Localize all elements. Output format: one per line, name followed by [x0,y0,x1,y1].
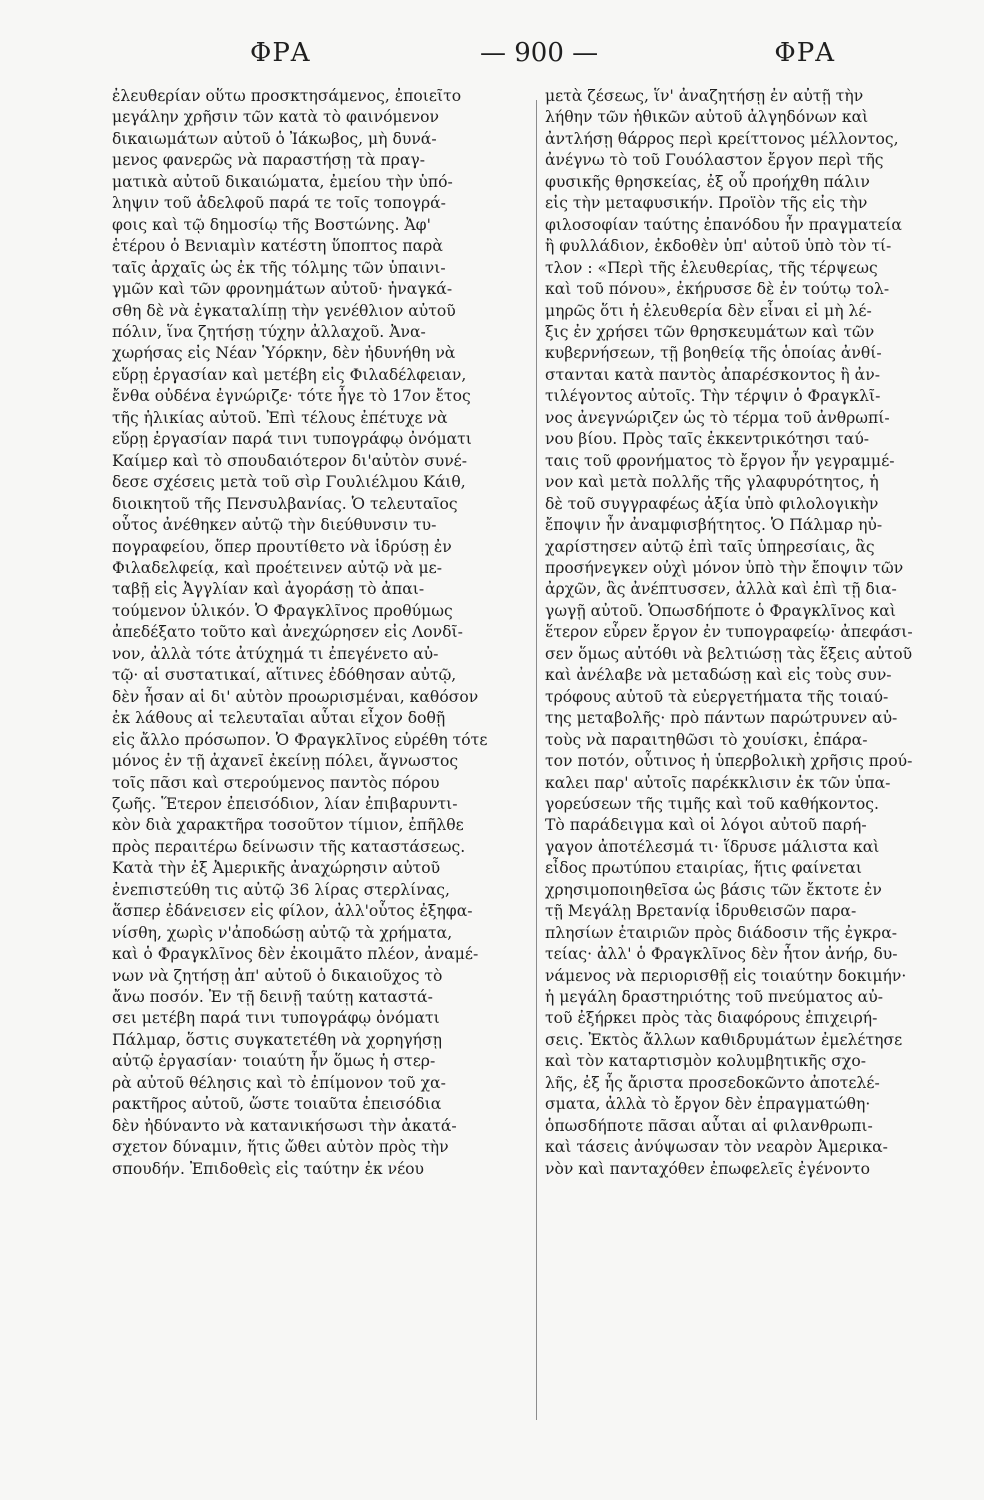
text-line: γαγον ἀποτέλεσμά τι· ἵδρυσε μάλιστα καὶ [545,837,880,856]
text-line: προσήνεγκεν οὐχὶ μόνον ὑπὸ τὴν ἔποψιν τῶν [545,558,904,577]
text-line: στανται κατὰ παντὸς ἀπαρέσκοντος ἢ ἀν- [545,365,880,384]
text-line: νου βίου. Πρὸς ταῖς ἐκκεντρικότησι ταύ- [545,430,870,449]
text-line: ἔποψιν ἦν ἀναμφισβήτητος. Ὁ Πάλμαρ ηὐ- [545,516,883,535]
text-line: Καίμερ καὶ τὸ σπουδαιότερον δι'αὐτὸν συνέ- [112,451,468,470]
text-line: καὶ τὸν καταρτισμὸν κολυμβητικῆς σχο- [545,1052,867,1071]
page-number: — 900 — [480,38,599,68]
text-line: εὕρῃ ἐργασίαν καὶ μετέβη εἰς Φιλαδέλφειαν, [112,365,467,384]
text-line: λῆς, ἐξ ἧς ἄριστα προσεδοκῶντο ἀποτελέ- [545,1073,880,1092]
text-line: δὲν ἦσαν αἱ δι' αὐτὸν προωρισμέναι, καθόσον [112,687,479,706]
text-line: ἢ φυλλάδιον, ἐκδοθὲν ὑπ' αὐτοῦ ὑπὸ τὸν τί- [545,237,892,256]
right-text-column [545,86,963,1180]
text-line: οὗτος ἀνέθηκεν αὐτῷ τὴν διεύθυνσιν τυ- [112,516,437,535]
text-line: σεν ὅμως αὐτόθι νὰ βελτιώσῃ τὰς ἕξεις αὐτοῦ [545,644,913,663]
text-line: ἄνω ποσόν. Ἐν τῇ δεινῇ ταύτῃ καταστά- [112,988,433,1007]
text-line: μόνος ἐν τῇ ἀχανεῖ ἐκείνῃ πόλει, ἄγνωστος [112,752,459,771]
text-line: δὲ τοῦ συγγραφέως ἀξία ὑπὸ φιλολογικὴν [545,494,879,513]
text-line: της μεταβολῆς· πρὸ πάντων παρώτρυνεν αὐ- [545,709,898,728]
text-line: ξις ἐν χρήσει τῶν θρησκευμάτων καὶ τῶν [545,322,875,341]
text-line: δικαιωμάτων αὐτοῦ ὁ Ἰάκωβος, μὴ δυνά- [112,129,437,148]
text-line: κυβερνήσεων, τῇ βοηθείᾳ τῆς ὁποίας ἀνθί- [545,344,882,363]
text-line: Κατὰ τὴν ἐξ Ἀμερικῆς ἀναχώρησιν αὐτοῦ [112,859,441,878]
text-line: νὸν καὶ πανταχόθεν ἐπωφελεῖς ἐγένοντο [545,1159,871,1178]
text-line: πογραφείου, ὅπερ προυτίθετο νὰ ἱδρύσῃ ἐν [112,537,452,556]
text-line: ἔνθα οὐδένα ἐγνώριζε· τότε ἦγε τὸ 17ον ἔτος [112,387,471,406]
text-line: ἀνέγνω τὸ τοῦ Γουόλαστον ἔργον περὶ τῆς [545,151,884,170]
text-line: ἅσπερ ἐδάνεισεν εἰς φίλον, ἀλλ'οὗτος ἐξηφα- [112,902,473,921]
text-line: χαρίστησεν αὐτῷ ἐπὶ ταῖς ὑπηρεσίαις, ἃς [545,537,875,556]
text-line: δὲν ἠδύναντο νὰ κατανικήσωσι τὴν ἀκατά- [112,1116,457,1135]
text-line: καλει παρ' αὐτοῖς παρέκκλισιν ἐκ τῶν ὑπα- [545,773,891,792]
text-line: πόλιν, ἵνα ζητήσῃ τύχην ἀλλαχοῦ. Ἀνα- [112,322,426,341]
text-line: ἐκ λάθους αἱ τελευταῖαι αὗται εἶχον δοθῇ [112,709,446,728]
text-line: κὸν διὰ χαρακτῆρα τοσοῦτον τίμιον, ἐπῆλθε [112,816,464,835]
text-line: τοῖς πᾶσι καὶ στερούμενος παντὸς πόρου [112,773,440,792]
text-line: τλον : «Περὶ τῆς ἐλευθερίας, τῆς τέρψεως [545,258,878,277]
text-line: τῇ Μεγάλῃ Βρετανίᾳ ἱδρυθεισῶν παρα- [545,902,857,921]
text-line: τιλέγοντος αὐτοῖς. Τὴν τέρψιν ὁ Φραγκλῖ- [545,387,881,406]
text-line: γωγῇ αὐτοῦ. Ὁπωσδήποτε ὁ Φραγκλῖνος καὶ [545,601,896,620]
text-line: σχετον δύναμιν, ἥτις ὤθει αὐτὸν πρὸς τὴν [112,1138,449,1157]
text-line: τον ποτόν, οὗτινος ἡ ὑπερβολικὴ χρῆσις πρού- [545,752,913,771]
text-line: εἰς ἄλλο πρόσωπον. Ὁ Φραγκλῖνος εὑρέθη τότε [112,730,488,749]
text-line: φυσικῆς θρησκείας, ἐξ οὗ προήχθη πάλιν [545,172,870,191]
text-line: διοικητοῦ τῆς Πενσυλβανίας. Ὁ τελευταῖος [112,494,458,513]
text-line: ἡ μεγάλη δραστηριότης τοῦ πνεύματος αὐ- [545,988,883,1007]
text-line: ἀντλήσῃ θάρρος περὶ κρείττονος μέλλοντος, [545,129,899,148]
text-line: μετὰ ζέσεως, ἵν' ἀναζητήσῃ ἐν αὐτῇ τὴν [545,87,864,105]
text-line: πλησίων ἑταιριῶν πρὸς διάδοσιν τῆς ἐγκρα- [545,923,898,942]
text-line: ληψιν τοῦ ἀδελφοῦ παρά τε τοῖς τοπογρά- [112,194,446,213]
text-line: χωρήσας εἰς Νέαν Ὑόρκην, δὲν ἠδυνήθη νὰ [112,344,456,363]
text-line: τοῦ ἐξήρκει πρὸς τὰς διαφόρους ἐπιχειρή- [545,1009,878,1028]
text-line: τρόφους αὐτοῦ τὰ εὐεργετήματα τῆς τοιαύ- [545,687,889,706]
text-line: εἰς τὴν μεταφυσικήν. Προϊὸν τῆς εἰς τὴν [545,194,868,213]
text-line: Φιλαδελφείᾳ, καὶ προέτεινεν αὐτῷ νὰ με- [112,558,443,577]
text-line: σπουδήν. Ἐπιδοθεὶς εἰς ταύτην ἐκ νέου [112,1159,425,1178]
text-line: σματα, ἀλλὰ τὸ ἔργον δὲν ἐπραγματώθη· [545,1095,871,1114]
text-line: εἶδος πρωτύπου εταιρίας, ἥτις φαίνεται [545,859,862,878]
text-line: γμῶν καὶ τῶν φρονημάτων αὐτοῦ· ἠναγκά- [112,280,453,299]
text-line: πρὸς περαιτέρω δείνωσιν τῆς καταστάσεως. [112,837,466,856]
running-header [100,38,860,78]
text-line: τῷ· αἱ συστατικαί, αἵτινες ἐδόθησαν αὐτῷ, [112,666,457,685]
text-line: μεγάλην χρῆσιν τῶν κατὰ τὸ φαινόμενον [112,108,440,127]
text-line: ἀρχῶν, ἃς ἀνέπτυσσεν, ἀλλὰ καὶ ἐπὶ τῇ δια- [545,580,897,599]
text-line: αὐτῷ ἐργασίαν· τοιαύτη ἦν ὅμως ἡ στερ- [112,1052,436,1071]
text-line: δεσε σχέσεις μετὰ τοῦ σὶρ Γουλιέλμου Κάιθ, [112,473,466,492]
text-line: ἀπεδέξατο τοῦτο καὶ ἀνεχώρησεν εἰς Λονδῖ- [112,623,463,642]
text-line: καὶ ὁ Φραγκλῖνος δὲν ἐκοιμᾶτο πλέον, ἀναμέ- [112,945,479,964]
text-line: Τὸ παράδειγμα καὶ οἱ λόγοι αὐτοῦ παρή- [545,816,867,835]
text-line: ρακτῆρος αὐτοῦ, ὥστε τοιαῦτα ἐπεισόδια [112,1095,442,1114]
text-line: Πάλμαρ, ὅστις συγκατετέθη νὰ χορηγήσῃ [112,1030,443,1049]
text-line: ταβῇ εἰς Ἀγγλίαν καὶ ἀγοράσῃ τὸ ἀπαι- [112,580,425,599]
text-line: νων νὰ ζητήσῃ ἀπ' αὐτοῦ ὁ δικαιοῦχος τὸ [112,966,443,985]
text-line: νάμενος νὰ περιορισθῇ εἰς τοιαύτην δοκιμήν· [545,966,907,985]
text-line: ὁπωσδήποτε πᾶσαι αὗται αἱ φιλανθρωπι- [545,1116,873,1135]
text-line: σθη δὲ νὰ ἐγκαταλίπῃ τὴν γενέθλιον αὐτοῦ [112,301,456,320]
text-line: ματικὰ αὐτοῦ δικαιώματα, ἐμείου τὴν ὑπό- [112,172,453,191]
text-line: ταῖς ἀρχαῖς ὡς ἐκ τῆς τόλμης τῶν ὑπαινι- [112,258,446,277]
text-line: ρὰ αὐτοῦ θέλησις καὶ τὸ ἐπίμονον τοῦ χα- [112,1073,446,1092]
text-line: νος ἀνεγνώριζεν ὡς τὸ τέρμα τοῦ ἀνθρωπί- [545,408,890,427]
text-line: σεις. Ἐκτὸς ἄλλων καθιδρυμάτων ἐμελέτησε [545,1030,903,1049]
text-line: ἐλευθερίαν οὕτω προσκτησάμενος, ἐποιεῖτο [112,87,462,105]
text-line: τούμενον ὑλικόν. Ὁ Φραγκλῖνος προθύμως [112,601,453,620]
text-line: φιλοσοφίαν ταύτης ἐπανόδου ἦν πραγματεία [545,215,902,234]
text-line: σει μετέβη παρά τινι τυπογράφῳ ὀνόματι [112,1009,440,1028]
text-line: μενος φανερῶς νὰ παραστήσῃ τὰ πραγ- [112,151,426,170]
text-line: εὕρῃ ἐργασίαν παρά τινι τυπογράφῳ ὀνόματι [112,430,472,449]
text-line: καὶ τοῦ πόνου», ἐκήρυσσε δὲ ἐν τούτῳ τολ- [545,280,890,299]
header-right-title: ΦΡΑ [774,38,835,68]
text-line: μηρῶς ὅτι ἡ ἐλευθερία δὲν εἶναι εἰ μὴ λέ- [545,301,872,320]
left-text-column [112,86,522,1180]
column-divider [536,100,537,1420]
text-line: ἐνεπιστεύθη τις αὐτῷ 36 λίρας στερλίνας, [112,880,450,899]
text-line: νίσθη, χωρὶς ν'ἀποδώσῃ αὐτῷ τὰ χρήματα, [112,923,453,942]
text-line: τείας· ἀλλ' ὁ Φραγκλῖνος δὲν ἦτον ἀνήρ, δυ- [545,945,898,964]
text-line: τοὺς νὰ παραιτηθῶσι τὸ χουίσκι, ἐπάρα- [545,730,868,749]
header-left-title: ΦΡΑ [250,38,311,68]
text-line: φοις καὶ τῷ δημοσίῳ τῆς Βοστώνης. Ἀφ' [112,215,431,234]
text-line: ἕτερον εὗρεν ἔργον ἐν τυπογραφείῳ· ἀπεφάσι- [545,623,913,642]
text-line: νον καὶ μετὰ πολλῆς τῆς γλαφυρότητος, ἡ [545,473,879,492]
text-line: ἑτέρου ὁ Βενιαμὶν κατέστη ὕποπτος παρὰ [112,237,443,256]
text-line: τῆς ἡλικίας αὐτοῦ. Ἐπὶ τέλους ἐπέτυχε νὰ [112,408,448,427]
text-line: νον, ἀλλὰ τότε ἀτύχημά τι ἐπεγένετο αὐ- [112,644,439,663]
text-line: λήθην τῶν ἠθικῶν αὐτοῦ ἀλγηδόνων καὶ [545,108,869,127]
text-line: καὶ ἀνέλαβε νὰ μεταδώσῃ καὶ εἰς τοὺς συν- [545,666,892,685]
text-line: χρησιμοποιηθεῖσα ὡς βάσις τῶν ἔκτοτε ἐν [545,880,882,899]
text-line: καὶ τάσεις ἀνύψωσαν τὸν νεαρὸν Ἀμερικα- [545,1138,888,1157]
text-line: γορεύσεων τῆς τιμῆς καὶ τοῦ καθήκοντος. [545,794,880,813]
text-line: ταις τοῦ φρονήματος τὸ ἔργον ἦν γεγραμμέ- [545,451,895,470]
text-line: ζωῆς. Ἕτερον ἐπεισόδιον, λίαν ἐπιβαρυντι- [112,794,458,813]
